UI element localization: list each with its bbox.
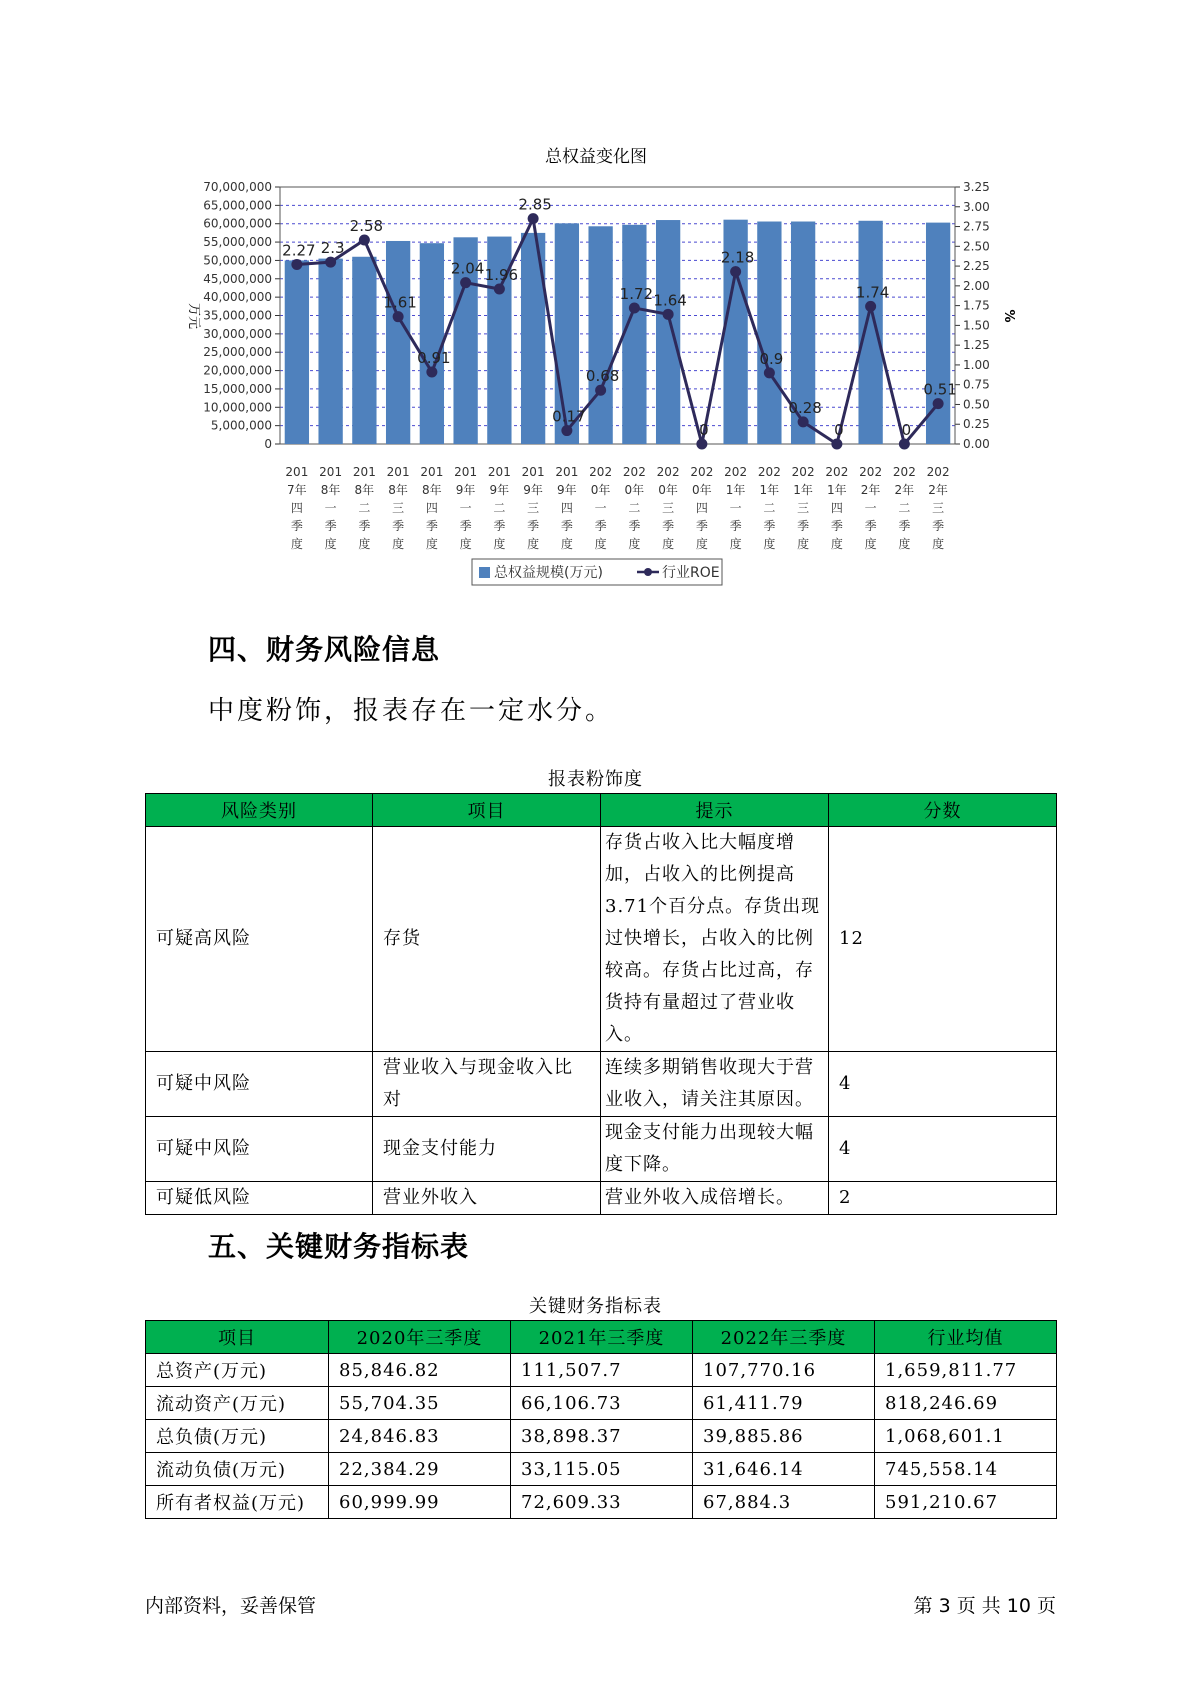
roe-point [933,398,944,409]
x-tick-label: 9年 [489,483,510,497]
x-tick-label: 1年 [793,483,813,497]
bar [352,257,376,444]
kpi-cell: 总资产(万元) [146,1354,329,1387]
bar [858,221,882,444]
x-tick-label: 度 [560,537,573,551]
kpi-cell: 流动负债(万元) [146,1453,329,1486]
risk-table [145,793,1057,1215]
roe-point [629,302,640,313]
risk-cell: 可疑低风险 [146,1182,373,1215]
x-tick-label: 0年 [692,483,712,497]
kpi-cell: 22,384.29 [329,1453,511,1486]
roe-point [325,257,336,268]
roe-data-label: 2.27 [282,241,316,260]
y-tick-label: 60,000,000 [203,216,272,231]
kpi-cell: 66,106.73 [511,1387,693,1420]
bar [588,226,612,444]
x-tick-label: 202 [724,465,748,479]
legend-label-equity: 总权益规模(万元) [494,565,603,581]
roe-data-label: 0.91 [417,349,451,368]
bar [318,259,342,444]
x-tick-label: 度 [392,537,405,551]
risk-header-cell: 提示 [601,794,829,827]
bar [285,260,309,444]
kpi-header-cell: 2021年三季度 [511,1321,693,1354]
x-tick-label: 季 [729,519,742,533]
x-tick-label: 季 [594,519,607,533]
roe-point [494,284,505,295]
x-tick-label: 7年 [287,483,307,497]
roe-data-label: 2.3 [320,239,345,258]
table-row [146,1117,1057,1182]
y-tick-label: 35,000,000 [203,308,272,323]
x-tick-label: 2年 [928,483,948,497]
x-tick-label: 季 [459,519,472,533]
x-tick-label: 季 [527,519,540,533]
x-tick-label: 度 [324,537,337,551]
kpi-cell: 111,507.7 [511,1354,693,1387]
roe-data-label: 0.68 [585,367,620,386]
equity-chart [0,0,1191,600]
roe-point [831,439,842,450]
x-tick-label: 度 [493,537,506,551]
y-tick-label: 5,000,000 [210,418,272,433]
risk-cell: 2 [829,1182,1057,1215]
x-tick-label: 2年 [894,483,915,497]
risk-cell: 现金支付能力 [373,1117,601,1182]
x-tick-label: 202 [859,465,883,479]
risk-cell: 12 [829,827,1057,1052]
roe-point [595,385,606,396]
x-tick-label: 2年 [860,483,881,497]
x-tick-label: 二 [628,501,641,515]
roe-point [426,367,437,378]
kpi-cell: 745,558.14 [875,1453,1057,1486]
x-tick-label: 季 [392,519,405,533]
y2-tick-label: 1.75 [963,298,990,313]
x-tick-label: 202 [589,465,613,479]
x-tick-label: 季 [358,519,371,533]
x-tick-label: 202 [757,465,781,479]
y2-tick-label: 3.00 [963,199,990,214]
roe-data-label: 2.85 [518,195,552,214]
table-row [146,1453,1057,1486]
bar [757,222,784,444]
y2-tick-label: 2.00 [963,278,990,293]
kpi-cell: 31,646.14 [693,1453,875,1486]
x-tick-label: 季 [763,519,776,533]
y2-tick-label: 1.50 [963,318,990,333]
bar [622,225,646,444]
x-tick-label: 度 [695,537,708,551]
x-tick-label: 8年 [422,483,442,497]
x-tick-label: 季 [797,519,810,533]
section4-heading: 四、财务风险信息 [208,633,441,666]
kpi-cell: 67,884.3 [693,1486,875,1519]
x-tick-label: 季 [898,519,911,533]
legend-label-roe: 行业ROE [662,565,720,581]
y2-tick-label: 2.25 [963,259,990,274]
risk-table-header [146,794,1057,827]
x-tick-label: 度 [830,537,843,551]
risk-header-cell: 风险类别 [146,794,373,827]
x-tick-label: 9年 [455,483,476,497]
x-tick-label: 201 [521,465,545,479]
x-tick-label: 季 [864,519,877,533]
roe-data-label: 0 [901,421,912,439]
y2-tick-label: 2.50 [963,239,990,254]
risk-table-caption: 报表粉饰度 [548,769,643,790]
x-tick-label: 二 [898,501,911,515]
x-tick-label: 一 [459,501,472,515]
roe-point [460,277,471,288]
x-tick-label: 8年 [320,483,341,497]
x-tick-label: 0年 [624,483,645,497]
risk-cell: 连续多期销售收现大于营业收入，请关注其原因。 [601,1052,829,1117]
x-tick-label: 201 [319,465,343,479]
x-tick-label: 202 [791,465,815,479]
x-tick-label: 四 [695,501,708,515]
roe-data-label: 0 [699,421,709,439]
x-tick-label: 季 [324,519,337,533]
table-row [146,1486,1057,1519]
x-tick-label: 1年 [759,483,780,497]
x-tick-label: 1年 [725,483,746,497]
table-row [146,1182,1057,1215]
y2-tick-label: 0.50 [963,397,990,412]
x-tick-label: 201 [386,465,410,479]
roe-data-label: 2.04 [450,259,485,278]
x-tick-label: 度 [898,537,911,551]
roe-data-label: 1.61 [383,293,417,312]
kpi-header-cell: 2020年三季度 [329,1321,511,1354]
kpi-cell: 38,898.37 [511,1420,693,1453]
x-tick-label: 季 [932,519,945,533]
roe-point [899,439,910,450]
roe-data-label: 1.74 [855,283,890,302]
risk-cell: 存货 [373,827,601,1052]
risk-cell: 存货占收入比大幅度增加，占收入的比例提高3.71个百分点。存货出现过快增长，占收入的比例较高。存货占比过高，存货持有量超过了营业收入。 [601,827,829,1052]
legend-swatch-point [644,568,652,576]
kpi-cell: 总负债(万元) [146,1420,329,1453]
roe-data-label: 1.96 [484,266,519,285]
table-row [146,1387,1057,1420]
kpi-cell: 流动资产(万元) [146,1387,329,1420]
risk-cell: 可疑中风险 [146,1117,373,1182]
y2-axis-label: % [1001,309,1016,323]
kpi-cell: 72,609.33 [511,1486,693,1519]
y2-tick-label: 0.75 [963,377,990,392]
section5-heading: 五、关键财务指标表 [208,1230,470,1263]
kpi-header-cell: 2022年三季度 [693,1321,875,1354]
x-tick-label: 0年 [590,483,611,497]
roe-data-label: 1.64 [653,291,687,310]
y2-tick-label: 0.00 [963,437,990,451]
bar [420,243,444,444]
y2-tick-label: 1.25 [963,338,990,353]
roe-data-label: 0.17 [552,407,586,426]
kpi-cell: 61,411.79 [693,1387,875,1420]
y-tick-label: 45,000,000 [203,271,272,286]
kpi-table [145,1320,1057,1519]
x-tick-label: 季 [628,519,641,533]
roe-point [764,367,775,378]
x-tick-label: 度 [763,537,776,551]
kpi-cell: 1,659,811.77 [875,1354,1057,1387]
y2-tick-label: 1.00 [963,357,990,372]
table-row [146,1354,1057,1387]
x-tick-label: 9年 [557,483,577,497]
x-tick-label: 四 [830,501,843,515]
x-tick-label: 一 [864,501,877,515]
y-tick-label: 10,000,000 [203,400,272,415]
kpi-cell: 107,770.16 [693,1354,875,1387]
y2-tick-label: 0.25 [963,417,990,432]
y-tick-label: 0 [264,437,272,451]
kpi-cell: 60,999.99 [329,1486,511,1519]
x-tick-label: 8年 [354,483,375,497]
kpi-cell: 24,846.83 [329,1420,511,1453]
kpi-cell: 85,846.82 [329,1354,511,1387]
risk-header-cell: 分数 [829,794,1057,827]
x-tick-label: 202 [690,465,714,479]
roe-data-label: 2.58 [349,216,384,235]
roe-data-label: 0.51 [923,380,957,399]
x-tick-label: 201 [555,465,579,479]
risk-cell: 现金支付能力出现较大幅度下降。 [601,1117,829,1182]
y-axis-label: 万元 [186,302,201,330]
x-tick-label: 四 [425,501,438,515]
roe-data-label: 0.9 [759,349,784,368]
risk-summary: 中度粉饰，报表存在一定水分。 [208,696,615,726]
kpi-table-caption: 关键财务指标表 [529,1296,662,1317]
risk-cell: 营业外收入 [373,1182,601,1215]
x-tick-label: 201 [487,465,511,479]
x-tick-label: 二 [358,501,371,515]
roe-data-label: 0 [834,421,844,439]
y-tick-label: 55,000,000 [203,235,272,250]
x-tick-label: 二 [493,501,506,515]
y-tick-label: 25,000,000 [203,345,272,360]
roe-point [528,213,539,224]
kpi-cell: 33,115.05 [511,1453,693,1486]
x-tick-label: 202 [656,465,680,479]
x-tick-label: 202 [825,465,849,479]
y-tick-label: 20,000,000 [203,363,272,378]
x-tick-label: 201 [285,465,309,479]
y2-tick-label: 2.75 [963,219,990,234]
y-tick-label: 70,000,000 [203,180,272,194]
x-tick-label: 季 [290,519,303,533]
y-tick-label: 50,000,000 [203,253,272,268]
roe-data-label: 0.28 [788,398,822,417]
x-tick-label: 度 [459,537,472,551]
table-row [146,1420,1057,1453]
chart-title: 总权益变化图 [545,147,647,167]
x-tick-label: 季 [560,519,573,533]
x-tick-label: 季 [830,519,843,533]
risk-header-cell: 项目 [373,794,601,827]
kpi-cell: 所有者权益(万元) [146,1486,329,1519]
y2-tick-label: 3.25 [963,180,990,194]
risk-cell: 4 [829,1117,1057,1182]
x-tick-label: 度 [290,537,303,551]
x-tick-label: 度 [864,537,877,551]
x-tick-label: 度 [662,537,675,551]
x-tick-label: 季 [662,519,675,533]
x-tick-label: 201 [420,465,444,479]
roe-point [730,266,741,277]
kpi-cell: 1,068,601.1 [875,1420,1057,1453]
x-tick-label: 度 [594,537,607,551]
roe-data-label: 1.72 [619,284,654,303]
risk-cell: 营业外收入成倍增长。 [601,1182,829,1215]
x-tick-label: 度 [932,537,945,551]
risk-cell: 营业收入与现金收入比对 [373,1052,601,1117]
x-tick-label: 0年 [658,483,678,497]
roe-point [393,311,404,322]
x-tick-label: 季 [425,519,438,533]
x-tick-label: 一 [729,501,742,515]
x-tick-label: 三 [662,501,675,515]
y-tick-label: 15,000,000 [203,381,272,396]
kpi-cell: 591,210.67 [875,1486,1057,1519]
x-tick-label: 202 [622,465,646,479]
x-tick-label: 二 [763,501,776,515]
x-tick-label: 9年 [523,483,543,497]
x-tick-label: 季 [695,519,708,533]
kpi-table-header [146,1321,1057,1354]
x-tick-label: 三 [797,501,810,515]
x-tick-label: 度 [527,537,540,551]
x-tick-label: 201 [352,465,376,479]
y-tick-label: 30,000,000 [203,326,272,341]
roe-point [561,425,572,436]
x-tick-label: 1年 [827,483,847,497]
roe-point [359,234,370,245]
x-tick-label: 202 [926,465,950,479]
page-number: 第 3 页 共 10 页 [913,1595,1056,1617]
risk-cell: 可疑高风险 [146,827,373,1052]
x-tick-label: 三 [527,501,540,515]
x-tick-label: 四 [560,501,573,515]
x-tick-label: 度 [425,537,438,551]
kpi-header-cell: 项目 [146,1321,329,1354]
x-tick-label: 四 [290,501,303,515]
x-tick-label: 202 [892,465,916,479]
x-tick-label: 度 [358,537,371,551]
x-tick-label: 度 [628,537,641,551]
table-row [146,1052,1057,1117]
x-tick-label: 季 [493,519,506,533]
x-tick-label: 8年 [388,483,408,497]
bar [926,223,950,444]
table-row [146,827,1057,1052]
x-tick-label: 一 [324,501,337,515]
risk-cell: 4 [829,1052,1057,1117]
y-tick-label: 40,000,000 [203,290,272,305]
x-tick-label: 度 [797,537,810,551]
x-tick-label: 一 [594,501,607,515]
kpi-cell: 39,885.86 [693,1420,875,1453]
legend-swatch-bar [479,567,490,578]
x-tick-label: 度 [729,537,742,551]
x-tick-label: 201 [454,465,478,479]
x-tick-label: 三 [932,501,945,515]
footer-note: 内部资料，妥善保管 [145,1595,317,1617]
roe-point [865,301,876,312]
roe-point [696,439,707,450]
kpi-header-cell: 行业均值 [875,1321,1057,1354]
risk-cell: 可疑中风险 [146,1052,373,1117]
roe-point [291,259,302,270]
roe-point [798,416,809,427]
kpi-cell: 818,246.69 [875,1387,1057,1420]
bar [386,241,410,444]
roe-point [663,309,674,320]
roe-data-label: 2.18 [720,248,755,267]
x-tick-label: 三 [392,501,405,515]
kpi-cell: 55,704.35 [329,1387,511,1420]
bar [656,220,680,444]
y-tick-label: 65,000,000 [203,198,272,213]
